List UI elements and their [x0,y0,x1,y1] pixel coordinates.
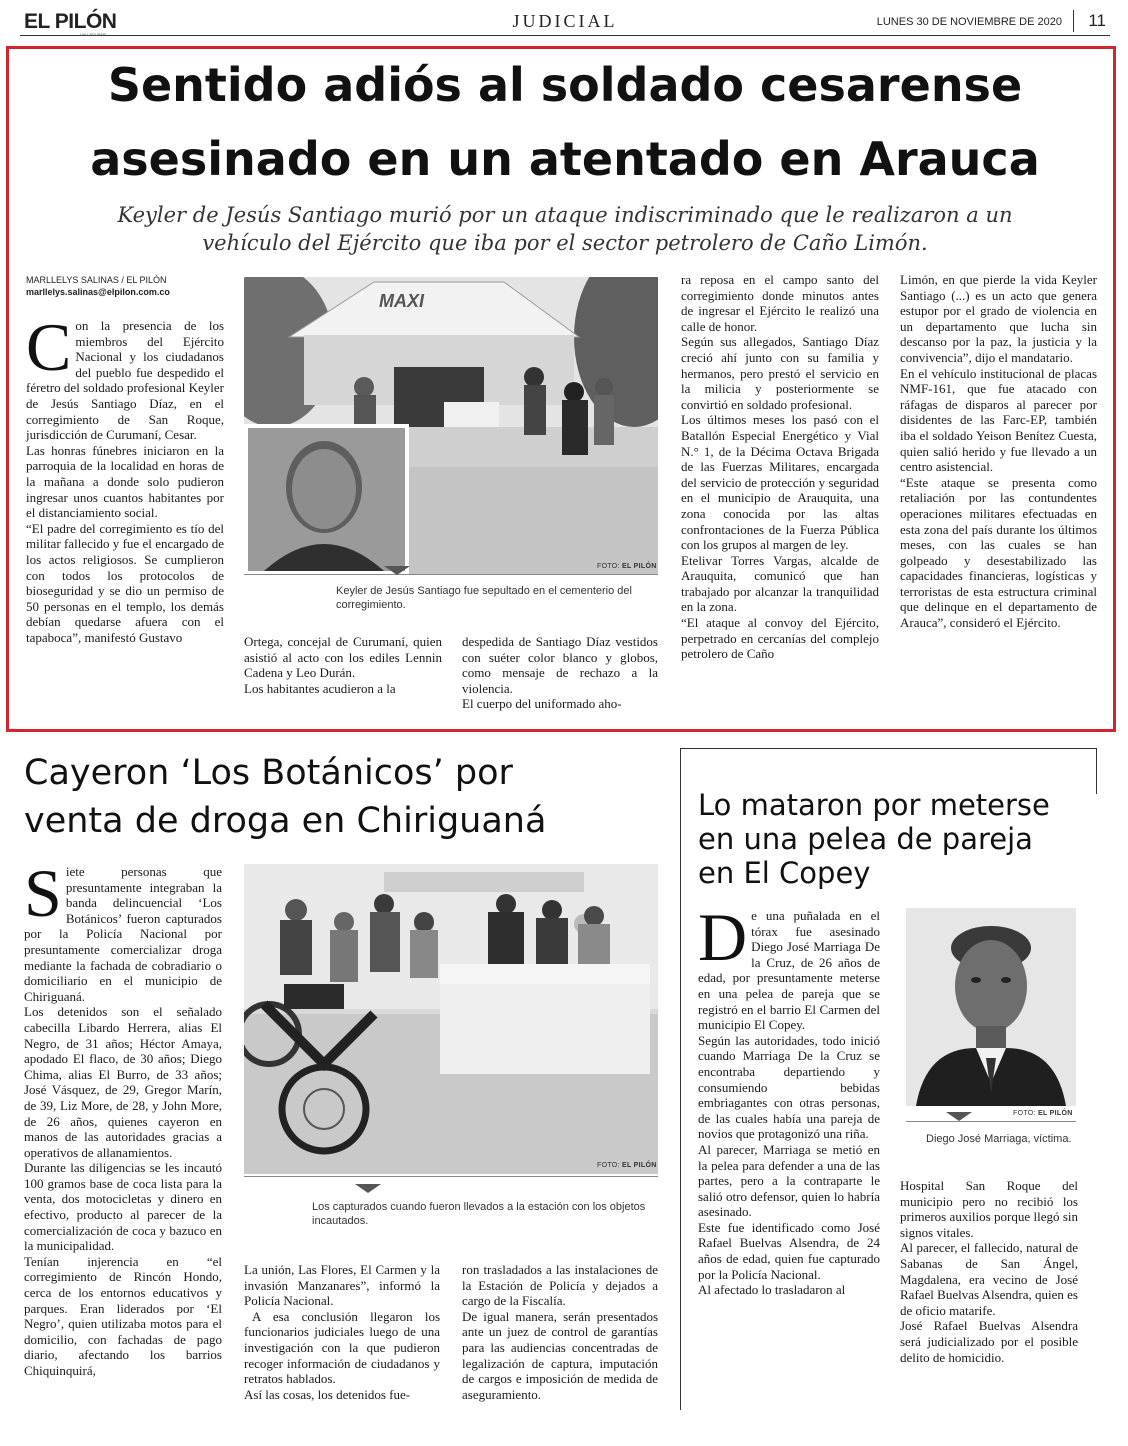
main-headline-line2: asesinado en un atentado en Arauca [90,132,1040,186]
main-caption-arrow [384,566,410,575]
story3-photo-credit-source: EL PILÓN [1038,1110,1073,1117]
story2-column-2 [244,1262,440,1402]
story3-caption-rule [906,1121,1076,1122]
main-paragraph: Los últimos meses los pasó con el Batallón Especial Energético y Vial N.° 1, de la Décima Octava Brigada de las Fuerzas Militares, encargada del servicio de protección y seguridad en el municipio de Arauquita, una zona conocida por las altas confrontaciones de la Fuerza Pública con los grupos al margen de ley. [681,412,879,553]
story2-headline-line2: venta de droga en Chiriguaná [24,801,547,841]
story2-paragraph: Tenían injerencia en “el corregimiento de Rincón Hondo, cerca de los entornos educativos y parques. Eran liderados por ‘El Negro’, quien utilizaba motos para el domicilio, con fachadas de pago diario, afectando los barrios Chiquinquirá, [24,1253,222,1378]
story3-headline-line3: en El Copey [698,856,871,890]
story3-frame-right [1096,748,1097,794]
story3-frame-left [680,748,681,1410]
section-title: JUDICIAL [512,11,618,31]
main-photo-credit-source: EL PILÓN [622,563,657,570]
newspaper-logo: EL PILÓN [24,10,117,33]
tent-banner-text: MAXI [379,291,424,311]
masthead [20,8,1110,36]
story2-caption-rule [244,1176,658,1177]
story2-paragraph: Así las cosas, los detenidos fue- [244,1386,411,1402]
main-headline-line1: Sentido adiós al soldado cesarense [107,58,1023,112]
story2-paragraph: Durante las diligencias se les incautó 100 gramos base de coca lista para la venta, dos motocicletas y dinero en efectivo, producto al parecer de la comercialización de coca y bazuco en la municipalidad. [24,1160,222,1254]
main-dropcap: C [26,309,72,385]
main-paragraph: El cuerpo del uniformado aho- [462,696,622,712]
victim-portrait-image [906,908,1076,1106]
story2-photo-credit-label: FOTO: [597,1162,620,1169]
main-paragraph: despedida de Santiago Díaz vestidos con suéter color blanco y globos, como mensaje de rechazo a la violencia. [462,634,658,696]
story3-photo-caption: Diego José Marriaga, víctima. [926,1133,1072,1145]
main-paragraph: Según sus allegados, Santiago Díaz creció ahí junto con su familia y hermanos, pero prestó el servicio en la milicia y posteriormente se convirtió en soldado profesional. [681,334,879,412]
story2-photo-credit-source: EL PILÓN [622,1162,657,1169]
main-paragraph: “El ataque al convoy del Ejército, perpetrado en cercanías del complejo petrolero de Caño [681,615,879,662]
captured-group-photo [244,864,658,1174]
story3-frame-top [680,748,1096,749]
story2-paragraph: ron trasladados a las instalaciones de la Estación de Policía y dejados a cargo de la Fiscalía. [462,1262,658,1309]
main-column-4 [681,272,879,662]
story3-photo-credit-label: FOTO: [1013,1110,1036,1117]
main-paragraph: Las honras fúnebres iniciaron en la parroquia de la localidad en horas de la mañana a donde solo pudieron ingresar unos cuantos habitantes por el distanciamiento social. [26,442,224,521]
story3-paragraph: Al afectado lo trasladaron al [698,1282,846,1298]
story3-headline-line2: en una pelea de pareja [698,822,1033,856]
story3-paragraph: Al parecer, Marriaga se metió en la pelea para defender a una de las partes, pero a la contraparte le salió otro defensor, quien lo habría asesinado. [698,1141,880,1220]
main-paragraph: on la presencia de los miembros del Ejército Nacional y los ciudadanos del pueblo fue despedido el féretro del soldado profesional Keyler de Jesús Santiago Díaz, en el corregimiento de San Roque, jurisdicción de Curumaní, Cesar. [26,318,224,443]
story3-column-1 [698,899,880,1298]
story3-dropcap: D [698,899,748,975]
story2-headline-line1: Cayeron ‘Los Botánicos’ por [24,753,513,793]
victim-portrait [906,908,1076,1106]
byline-author: MARLLELYS SALINAS / EL PILÓN [26,275,167,285]
main-paragraph: Los habitantes acudieron a la [244,680,396,696]
page-number: 11 [1088,11,1106,30]
story2-paragraph: Los detenidos son el señalado cabecilla Libardo Herrera, alias El Negro, de 31 años; Héctor Amaya, apodado El flaco, de 30 años; Diego Chima, alias El Burro, de 33 años; José Vásquez, de 29, Gregor Marín, de 39, Liz More, de 28, y John More, de 26 años, quienes cayeron en manos de las autoridades gracias a operativos de allanamientos. [24,1004,222,1160]
main-photo-credit-label: FOTO: [597,563,620,570]
story3-photo-credit [1013,1110,1073,1117]
main-paragraph: Ortega, concejal de Curumaní, quien asistió al acto con los ediles Lennin Cadena y Leo Durán. [244,634,442,681]
story2-paragraph: De igual manera, serán presentados ante un juez de control de garantías para las audiencias concentradas de legalización de captura, imputación de cargos e imposición de medida de aseguramiento. [462,1308,658,1402]
byline-email: marllelys.salinas@elpilon.com.co [26,287,170,297]
main-caption-rule [244,574,658,575]
main-paragraph: Limón, en que pierde la vida Keyler Santiago (...) es un acto que genera estupor por el grado de violencia en un departamento que lucha sin descanso por la paz, la justicia y la convivencia”, dijo el mandatario. [900,272,1097,365]
main-deck-line2: vehículo del Ejército que iba por el sector petrolero de Caño Limón. [202,231,928,255]
story2-paragraph: La unión, Las Flores, El Carmen y la invasión Manzanares”, informó la Policía Nacional. [244,1262,440,1309]
main-column-5 [900,272,1097,631]
story2-dropcap: S [24,855,62,931]
main-column-2 [244,634,442,696]
main-paragraph: ra reposa en el campo santo del corregimiento donde minutos antes de ingresar el Ejército le realizó una calle de honor. [681,272,879,334]
story2-column-1 [24,855,222,1379]
story2-column-3 [462,1262,658,1402]
main-paragraph: “Este ataque se presenta como retaliación por las contundentes operaciones militares efectuadas en esta zona del país durante los últimos meses, con las cuales se han golpeado y desestabilizado las capacidades financieras, logísticas y terroristas de esta estructura criminal que delinque en el departamento de Arauca”, consideró el Ejército. [900,474,1097,631]
story3-paragraph: e una puñalada en el tórax fue asesinado Diego José Marriaga De la Cruz, de 26 años de edad, por presuntamente meterse en una pelea de pareja que se registró en el barrio El Carmen del municipio El Copey. [698,908,880,1033]
story3-paragraph: Este fue identificado como José Rafael Buelvas Alsendra, de 24 años de edad, quien fue capturado por la Policía Nacional. [698,1219,880,1282]
main-column-3 [462,634,658,712]
logo-subtitle: VALLEDUPAR [80,32,106,37]
story2-photo-credit [597,1162,657,1169]
story3-column-2 [900,1178,1078,1365]
funeral-photo-image [244,277,658,575]
story3-headline-line1: Lo mataron por meterse [698,788,1050,822]
story3-paragraph: Al parecer, el fallecido, natural de Sabanas de San Ángel, Magdalena, era vecino de José Rafael Buelvas Alsendra, quien es de oficio matarife. [900,1240,1078,1318]
story3-paragraph: José Rafael Buelvas Alsendra será judicializado por el posible delito de homicidio. [900,1318,1078,1365]
story3-paragraph: Hospital San Roque del municipio pero no recibió los primeros auxilios porque llegó sin signos vitales. [900,1178,1078,1240]
main-photo-credit [597,563,657,570]
main-deck-line1: Keyler de Jesús Santiago murió por un ataque indiscriminado que le realizaron a un [117,203,1013,227]
captured-group-photo-image [244,864,658,1174]
funeral-photo [244,277,658,575]
story2-photo-caption: Los capturados cuando fueron llevados a la estación con los objetos incautados. [312,1201,646,1227]
byline [26,274,170,298]
issue-date: LUNES 30 DE NOVIEMBRE DE 2020 [876,16,1062,28]
story3-paragraph: Según las autoridades, todo inició cuando Marriaga De la Cruz se encontraba departiendo y consumiendo bebidas embriagantes con otras personas, de las cuales había una pareja de novios que protagonizó una riña. [698,1032,880,1142]
main-paragraph: En el vehículo institucional de placas NMF-161, que fue atacado con ráfagas de disparos al parecer por disidentes de las Farc-EP, también iba el soldado Yeison Benítez Cuesta, quien salió herido y fue llevado a un centro asistencial. [900,365,1097,475]
main-paragraph: “El padre del corregimiento es tío del militar fallecido y fue el encargado de los actos religiosos. Se cumplieron con todos los protocolos de bioseguridad y se dio un permiso de 50 personas en el templo, los demás debían quedarse afuera con el tapaboca”, manifestó Gustavo [26,520,224,645]
story2-paragraph: A esa conclusión llegaron los funcionarios judiciales luego de una investigación con la que pudieron recoger información de ciudadanos y retratos hablados. [244,1308,440,1387]
main-photo-caption: Keyler de Jesús Santiago fue sepultado en el cementerio del corregimiento. [336,585,632,611]
header-divider [1073,10,1074,32]
story2-caption-arrow [355,1184,381,1193]
main-column-1 [26,309,224,645]
story3-caption-arrow [946,1112,972,1121]
story2-paragraph: iete personas que presuntamente integraban la banda delincuencial ‘Los Botánicos’ fueron capturados por la Policía Nacional por presuntamente comercializar droga mediante la fachada de cobradiario o domiciliario en el municipio de Chiriguaná. [24,864,222,1004]
main-paragraph: Etelivar Torres Vargas, alcalde de Arauquita, comunicó que han trabajado por alcanzar la tranquilidad en la zona. [681,552,879,615]
